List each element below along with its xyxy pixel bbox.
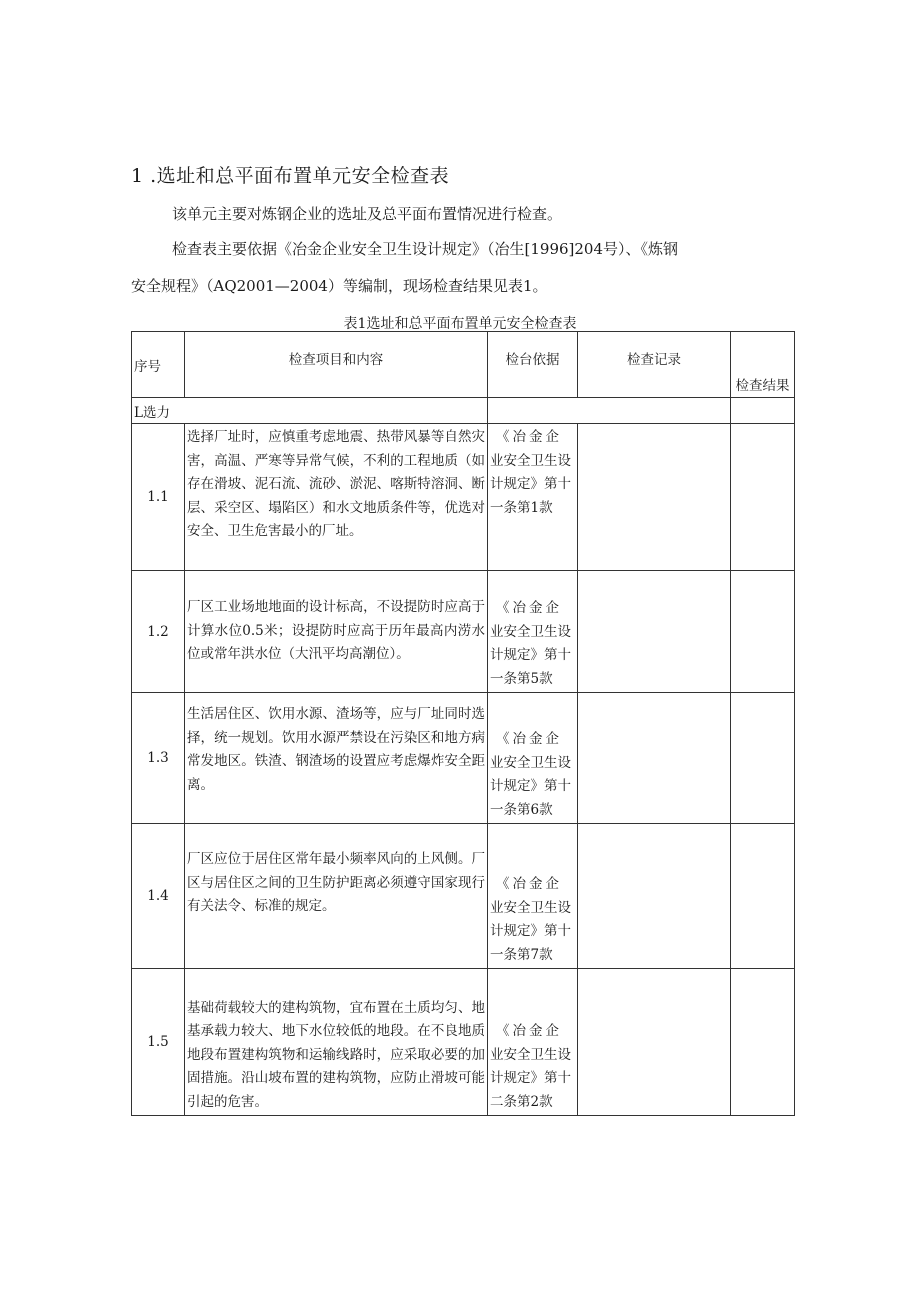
section-heading: 1 .选址和总平面布置单元安全检查表 <box>131 165 450 187</box>
row-record <box>578 571 731 693</box>
row-basis <box>488 693 578 824</box>
row-no: 1.4 <box>132 824 185 969</box>
row-item: 厂区工业场地地面的设计标高，不设提防时应高于计算水位0.5米；设提防时应高于历年最高内涝水位或常年洪水位（大汛平均高潮位）。 <box>185 571 488 693</box>
table-row <box>132 969 795 1116</box>
basis-paragraph-line2: 安全规程》（AQ2001—2004）等编制，现场检查结果见表1。 <box>131 277 548 295</box>
row-item: 选择厂址时，应慎重考虑地震、热带风暴等自然灾害，高温、严寒等异常气候，不利的工程地质（如存在滑坡、泥石流、流砂、淤泥、喀斯特溶洞、断层、采空区、塌陷区）和水文地质条件等，优选对安全、卫生危害最小的厂址。 <box>185 424 488 571</box>
row-result <box>731 969 795 1116</box>
section-empty <box>488 398 731 424</box>
intro-paragraph: 该单元主要对炼钢企业的选址及总平面布置情况进行检查。 <box>172 205 563 223</box>
row-record <box>578 424 731 571</box>
table-row <box>132 824 795 969</box>
basis-rest: 业安全卫生设计规定》第十一条第1款 <box>490 452 571 516</box>
row-basis <box>488 571 578 693</box>
row-result <box>731 424 795 571</box>
row-item: 厂区应位于居住区常年最小频率风向的上风侧。厂区与居住区之间的卫生防护距离必须遵守国家现行有关法令、标准的规定。 <box>185 824 488 969</box>
section-row <box>132 398 795 424</box>
basis-paragraph-line1: 检查表主要依据《冶金企业安全卫生设计规定》（冶生[1996]204号）、《炼钢 <box>172 240 679 258</box>
row-basis <box>488 969 578 1116</box>
basis-rest: 业安全卫生设计规定》第十一条第7款 <box>490 899 571 963</box>
basis-line1: 《冶金企 <box>496 731 562 747</box>
row-result <box>731 571 795 693</box>
row-record <box>578 693 731 824</box>
basis-rest: 业安全卫生设计规定》第十一条第6款 <box>490 754 571 818</box>
row-no: 1.3 <box>132 693 185 824</box>
row-no: 1.1 <box>132 424 185 571</box>
row-record <box>578 824 731 969</box>
basis-rest: 业安全卫生设计规定》第十一条第5款 <box>490 623 571 687</box>
table-row <box>132 424 795 571</box>
header-item: 检查项目和内容 <box>185 332 488 398</box>
table-row <box>132 693 795 824</box>
row-basis <box>488 824 578 969</box>
section-empty-result <box>731 398 795 424</box>
safety-checklist-table <box>131 331 795 1116</box>
table-caption: 表1选址和总平面布置单元安全检查表 <box>343 316 577 332</box>
section-label: L选力 <box>132 398 488 424</box>
row-no: 1.5 <box>132 969 185 1116</box>
basis-line1: 《冶金企 <box>496 429 562 445</box>
row-result <box>731 693 795 824</box>
basis-line1: 《冶金企 <box>496 876 562 892</box>
row-item: 基础荷载较大的建构筑物，宜布置在土质均匀、地基承载力较大、地下水位较低的地段。在不良地质地段布置建构筑物和运输线路时，应采取必要的加固措施。沿山坡布置的建构筑物，应防止滑坡可能引起的危害。 <box>185 969 488 1116</box>
header-result: 检查结果 <box>731 332 795 398</box>
header-record: 检查记录 <box>578 332 731 398</box>
row-no: 1.2 <box>132 571 185 693</box>
row-item: 生活居住区、饮用水源、渣场等，应与厂址同时选择，统一规划。饮用水源严禁设在污染区和地方病常发地区。铁渣、钢渣场的设置应考虑爆炸安全距离。 <box>185 693 488 824</box>
row-record <box>578 969 731 1116</box>
table-row <box>132 571 795 693</box>
row-basis <box>488 424 578 571</box>
table-header-row <box>132 332 795 398</box>
header-no: 序号 <box>132 332 185 398</box>
header-basis: 检台依据 <box>488 332 578 398</box>
basis-line1: 《冶金企 <box>496 1023 562 1039</box>
row-result <box>731 824 795 969</box>
basis-line1: 《冶金企 <box>496 600 562 616</box>
basis-rest: 业安全卫生设计规定》第十二条第2款 <box>490 1046 571 1110</box>
